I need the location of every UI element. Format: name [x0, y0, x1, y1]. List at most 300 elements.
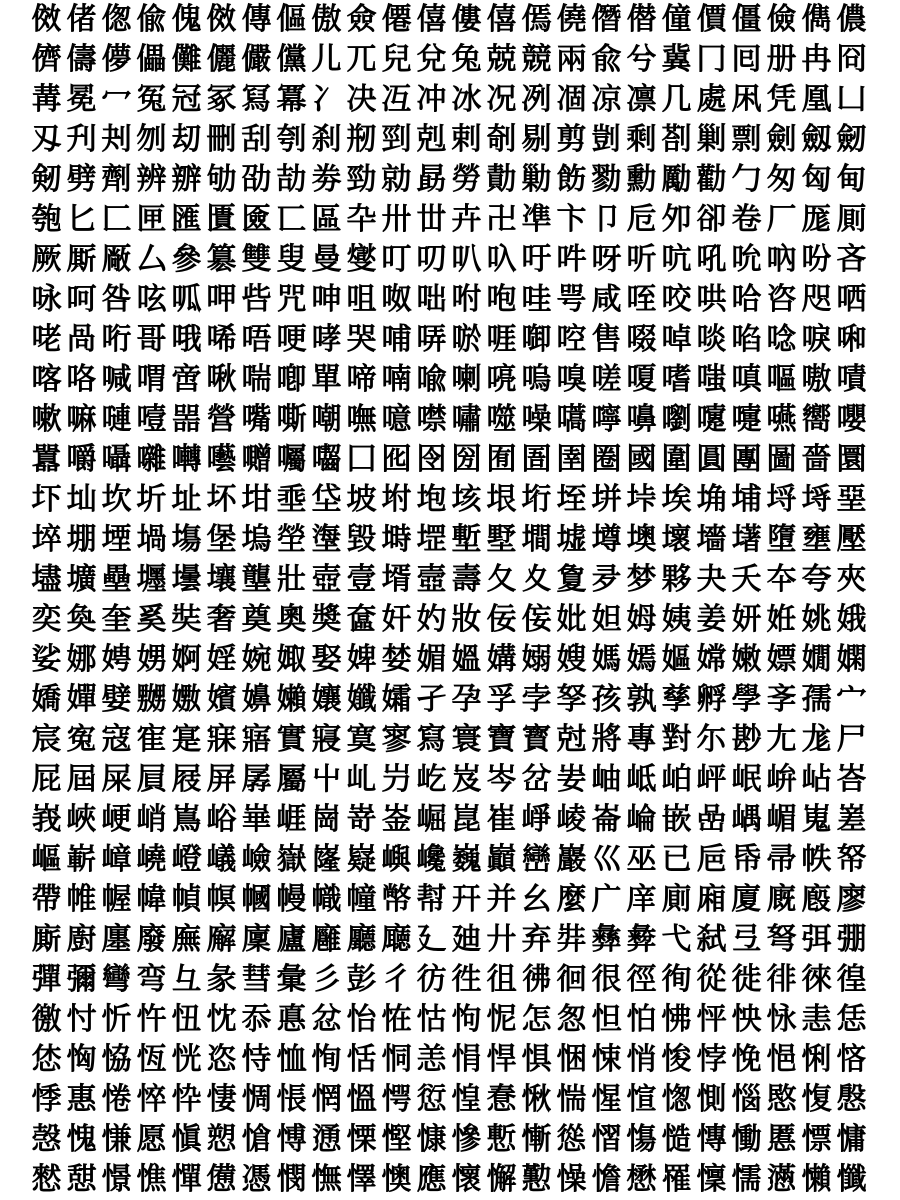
glyph-cell: 憖	[31, 1162, 62, 1197]
glyph-cell: 悧	[801, 1042, 832, 1077]
glyph-cell: 剌	[451, 122, 482, 157]
glyph-cell: 姜	[696, 602, 727, 637]
glyph-row	[29, 520, 869, 560]
glyph-cell: 呻	[311, 282, 342, 317]
glyph-row	[29, 760, 869, 800]
glyph-cell: 嘴	[241, 402, 272, 437]
glyph-cell: 冂	[696, 42, 727, 77]
glyph-cell: 忿	[311, 1002, 342, 1037]
glyph-cell: 凵	[836, 82, 867, 117]
glyph-cell: 惓	[101, 1082, 132, 1117]
glyph-cell: 剴	[591, 122, 622, 157]
glyph-cell: 嘔	[766, 362, 797, 397]
glyph-cell: 慯	[626, 1122, 657, 1157]
glyph-cell: 麼	[556, 882, 587, 917]
glyph-cell: 哺	[381, 322, 412, 357]
glyph-cell: 嬪	[206, 682, 237, 717]
glyph-cell: 惠	[66, 1082, 97, 1117]
glyph-cell: 憮	[311, 1162, 342, 1197]
glyph-cell: 幗	[241, 882, 272, 917]
glyph-cell: 偖	[66, 2, 97, 37]
glyph-cell: 懌	[346, 1162, 377, 1197]
glyph-cell: 勳	[626, 162, 657, 197]
glyph-cell: 壥	[136, 562, 167, 597]
glyph-cell: 几	[661, 82, 692, 117]
glyph-cell: 囎	[241, 442, 272, 477]
glyph-cell: 惱	[731, 1082, 762, 1117]
glyph-cell: 曼	[311, 242, 342, 277]
glyph-cell: 僥	[556, 2, 587, 37]
glyph-cell: 卩	[591, 202, 622, 237]
glyph-row	[29, 480, 869, 520]
glyph-cell: 忱	[206, 1002, 237, 1037]
glyph-cell: 壟	[241, 562, 272, 597]
glyph-cell: 彖	[206, 962, 237, 997]
glyph-cell: 垈	[311, 482, 342, 517]
glyph-cell: 刳	[276, 122, 307, 157]
glyph-cell: 咄	[416, 282, 447, 317]
glyph-cell: 冉	[801, 42, 832, 77]
glyph-cell: 兢	[486, 42, 517, 77]
glyph-cell: 愬	[206, 1122, 237, 1157]
glyph-cell: 嚼	[66, 442, 97, 477]
glyph-cell: 夊	[521, 562, 552, 597]
glyph-cell: 毀	[346, 522, 377, 557]
glyph-cell: 姚	[801, 602, 832, 637]
glyph-cell: 唳	[801, 322, 832, 357]
glyph-cell: 悁	[451, 1042, 482, 1077]
glyph-cell: 宸	[31, 722, 62, 757]
glyph-cell: 慵	[836, 1122, 867, 1157]
glyph-cell: 僣	[626, 2, 657, 37]
glyph-cell: 刹	[311, 122, 342, 157]
glyph-cell: 匕	[66, 202, 97, 237]
glyph-cell: 垰	[626, 482, 657, 517]
glyph-cell: 夂	[486, 562, 517, 597]
glyph-cell: 兀	[346, 42, 377, 77]
glyph-cell: 坩	[241, 482, 272, 517]
glyph-cell: 哈	[731, 282, 762, 317]
glyph-cell: 喀	[31, 362, 62, 397]
glyph-cell: 孰	[626, 682, 657, 717]
glyph-cell: 咯	[66, 362, 97, 397]
glyph-cell: 儿	[311, 42, 342, 77]
glyph-cell: 决	[346, 82, 377, 117]
glyph-cell: 懃	[521, 1162, 552, 1197]
glyph-cell: 夐	[556, 562, 587, 597]
glyph-cell: 垉	[416, 482, 447, 517]
glyph-cell: 實	[276, 722, 307, 757]
glyph-cell: 壯	[276, 562, 307, 597]
glyph-cell: 營	[206, 402, 237, 437]
glyph-cell: 悴	[136, 1082, 167, 1117]
glyph-cell: 恟	[66, 1042, 97, 1077]
glyph-cell: 崛	[416, 802, 447, 837]
glyph-cell: 唹	[451, 322, 482, 357]
glyph-cell: 广	[591, 882, 622, 917]
glyph-cell: 慇	[836, 1082, 867, 1117]
glyph-cell: 咒	[276, 282, 307, 317]
glyph-cell: 兔	[451, 42, 482, 77]
glyph-row	[29, 1080, 869, 1120]
glyph-cell: 冤	[136, 82, 167, 117]
glyph-cell: 厖	[801, 202, 832, 237]
glyph-row	[29, 600, 869, 640]
glyph-cell: 哦	[171, 322, 202, 357]
glyph-cell: 咀	[346, 282, 377, 317]
glyph-cell: 啅	[661, 322, 692, 357]
glyph-cell: 屓	[136, 762, 167, 797]
glyph-cell: 夘	[661, 202, 692, 237]
glyph-row	[29, 720, 869, 760]
glyph-cell: 吮	[731, 242, 762, 277]
glyph-cell: 匏	[31, 202, 62, 237]
glyph-cell: 峅	[766, 762, 797, 797]
glyph-cell: 埔	[731, 482, 762, 517]
glyph-cell: 偬	[101, 2, 132, 37]
glyph-cell: 惆	[241, 1082, 272, 1117]
glyph-cell: 很	[591, 962, 622, 997]
glyph-cell: 厮	[66, 242, 97, 277]
glyph-cell: 嗽	[31, 402, 62, 437]
glyph-cell: 冱	[381, 82, 412, 117]
glyph-cell: 將	[591, 722, 622, 757]
glyph-cell: 呷	[206, 282, 237, 317]
glyph-cell: 匣	[136, 202, 167, 237]
glyph-cell: 彝	[591, 922, 622, 957]
glyph-cell: 囹	[416, 442, 447, 477]
glyph-cell: 幵	[451, 882, 482, 917]
glyph-cell: 尨	[801, 722, 832, 757]
glyph-cell: 卮	[626, 202, 657, 237]
glyph-cell: 恫	[381, 1042, 412, 1077]
glyph-cell: 嬋	[66, 682, 97, 717]
glyph-cell: 梦	[626, 562, 657, 597]
glyph-cell: 垓	[451, 482, 482, 517]
glyph-cell: 寉	[136, 722, 167, 757]
glyph-cell: 喊	[101, 362, 132, 397]
glyph-cell: 價	[696, 2, 727, 37]
glyph-cell: 噎	[136, 402, 167, 437]
glyph-cell: 壺	[311, 562, 342, 597]
glyph-cell: 囁	[101, 442, 132, 477]
glyph-cell: 愆	[416, 1082, 447, 1117]
glyph-cell: 奢	[206, 602, 237, 637]
glyph-cell: 啣	[521, 322, 552, 357]
glyph-cell: 屹	[416, 762, 447, 797]
glyph-cell: 剿	[696, 122, 727, 157]
glyph-cell: 學	[731, 682, 762, 717]
glyph-cell: 巓	[486, 842, 517, 877]
glyph-cell: 奬	[311, 602, 342, 637]
glyph-cell: 嘸	[346, 402, 377, 437]
glyph-cell: 啌	[556, 322, 587, 357]
glyph-cell: 傴	[276, 2, 307, 37]
glyph-cell: 廈	[731, 882, 762, 917]
glyph-cell: 廐	[766, 882, 797, 917]
glyph-cell: 劍	[766, 122, 797, 157]
glyph-row	[29, 280, 869, 320]
glyph-cell: 尓	[696, 722, 727, 757]
glyph-cell: 罹	[661, 1162, 692, 1197]
glyph-cell: 冓	[31, 82, 62, 117]
glyph-cell: 卻	[696, 202, 727, 237]
glyph-cell: 冩	[241, 82, 272, 117]
glyph-cell: 忻	[101, 1002, 132, 1037]
glyph-cell: 悒	[766, 1042, 797, 1077]
glyph-cell: 墸	[731, 522, 762, 557]
glyph-cell: 嶮	[241, 842, 272, 877]
glyph-cell: 懣	[766, 1162, 797, 1197]
glyph-cell: 劼	[276, 162, 307, 197]
glyph-cell: 吼	[696, 242, 727, 277]
glyph-cell: 僵	[731, 2, 762, 37]
glyph-cell: 嚏	[731, 402, 762, 437]
glyph-cell: 娶	[311, 642, 342, 677]
glyph-cell: 恣	[206, 1042, 237, 1077]
glyph-cell: 彭	[346, 962, 377, 997]
glyph-cell: 岫	[591, 762, 622, 797]
glyph-cell: 燮	[346, 242, 377, 277]
glyph-cell: 憚	[171, 1162, 202, 1197]
glyph-row	[29, 560, 869, 600]
glyph-cell: 冏	[836, 42, 867, 77]
glyph-cell: 慘	[451, 1122, 482, 1157]
glyph-cell: 憬	[101, 1162, 132, 1197]
glyph-cell: 悗	[731, 1042, 762, 1077]
glyph-cell: 寤	[241, 722, 272, 757]
glyph-cell: 冰	[451, 82, 482, 117]
glyph-cell: 卆	[346, 202, 377, 237]
glyph-cell: 兒	[381, 42, 412, 77]
glyph-cell: 娥	[836, 602, 867, 637]
glyph-cell: 峩	[31, 802, 62, 837]
glyph-cell: 巵	[696, 842, 727, 877]
glyph-cell: 嗤	[696, 362, 727, 397]
glyph-cell: 塋	[276, 522, 307, 557]
glyph-cell: 巛	[591, 842, 622, 877]
glyph-cell: 弭	[801, 922, 832, 957]
glyph-cell: 峇	[836, 762, 867, 797]
glyph-cell: 岑	[486, 762, 517, 797]
glyph-cell: 從	[696, 962, 727, 997]
glyph-row	[29, 400, 869, 440]
glyph-cell: 咼	[66, 322, 97, 357]
glyph-cell: 弉	[556, 922, 587, 957]
glyph-cell: 勁	[346, 162, 377, 197]
glyph-cell: 匱	[206, 202, 237, 237]
glyph-cell: 圉	[556, 442, 587, 477]
glyph-cell: 悋	[836, 1042, 867, 1077]
glyph-cell: 嶼	[381, 842, 412, 877]
glyph-cell: 喩	[416, 362, 447, 397]
glyph-cell: 冽	[521, 82, 552, 117]
glyph-cell: 怡	[346, 1002, 377, 1037]
glyph-cell: 娜	[66, 642, 97, 677]
glyph-cell: 奩	[346, 602, 377, 637]
glyph-cell: 媚	[416, 642, 447, 677]
glyph-cell: 囈	[206, 442, 237, 477]
glyph-cell: 雙	[241, 242, 272, 277]
glyph-cell: 哄	[696, 282, 727, 317]
glyph-cell: 吶	[766, 242, 797, 277]
glyph-cell: 囀	[171, 442, 202, 477]
glyph-cell: 嶽	[276, 842, 307, 877]
glyph-cell: 丗	[416, 202, 447, 237]
glyph-cell: 墺	[626, 522, 657, 557]
glyph-cell: 囓	[311, 442, 342, 477]
glyph-cell: 廴	[416, 922, 447, 957]
glyph-cell: 嚔	[696, 402, 727, 437]
glyph-cell: 剄	[381, 122, 412, 157]
glyph-cell: 廨	[206, 922, 237, 957]
glyph-cell: 怺	[766, 1002, 797, 1037]
glyph-cell: 奠	[241, 602, 272, 637]
glyph-cell: 囃	[136, 442, 167, 477]
glyph-cell: 勣	[486, 162, 517, 197]
glyph-cell: 幄	[101, 882, 132, 917]
glyph-cell: 寫	[416, 722, 447, 757]
glyph-cell: 叮	[381, 242, 412, 277]
glyph-cell: 劑	[101, 162, 132, 197]
glyph-cell: 僂	[451, 2, 482, 37]
glyph-cell: 慟	[731, 1122, 762, 1157]
glyph-cell: 僖	[486, 2, 517, 37]
glyph-cell: 刄	[31, 122, 62, 157]
glyph-cell: 崔	[486, 802, 517, 837]
glyph-cell: 嵳	[836, 802, 867, 837]
glyph-cell: 辧	[171, 162, 202, 197]
glyph-cell: 幃	[136, 882, 167, 917]
glyph-cell: 噐	[171, 402, 202, 437]
glyph-cell: 弃	[521, 922, 552, 957]
glyph-cell: 噤	[416, 402, 447, 437]
glyph-cell: 堝	[136, 522, 167, 557]
glyph-cell: 慄	[346, 1122, 377, 1157]
glyph-cell: 惺	[591, 1082, 622, 1117]
glyph-cell: 喞	[276, 362, 307, 397]
glyph-cell: 嵎	[731, 802, 762, 837]
glyph-cell: 嚮	[801, 402, 832, 437]
glyph-cell: 嫦	[696, 642, 727, 677]
glyph-cell: 庠	[626, 882, 657, 917]
glyph-cell: 冀	[661, 42, 692, 77]
glyph-cell: 圓	[696, 442, 727, 477]
glyph-cell: 弋	[661, 922, 692, 957]
glyph-cell: 嬶	[241, 682, 272, 717]
glyph-cell: 婪	[381, 642, 412, 677]
glyph-cell: 勠	[591, 162, 622, 197]
glyph-cell: 奐	[66, 602, 97, 637]
glyph-cell: 哘	[101, 322, 132, 357]
glyph-cell: 咎	[101, 282, 132, 317]
glyph-cell: 劵	[311, 162, 342, 197]
glyph-cell: 壤	[206, 562, 237, 597]
glyph-cell: 廖	[836, 882, 867, 917]
glyph-cell: 怐	[451, 1002, 482, 1037]
glyph-cell: 圍	[661, 442, 692, 477]
glyph-cell: 寰	[451, 722, 482, 757]
glyph-cell: 坿	[381, 482, 412, 517]
glyph-cell: 悄	[626, 1042, 657, 1077]
glyph-cell: 剞	[486, 122, 517, 157]
glyph-cell: 厰	[101, 242, 132, 277]
glyph-cell: 吽	[556, 242, 587, 277]
glyph-cell: 嫂	[556, 642, 587, 677]
glyph-cell: 刪	[206, 122, 237, 157]
glyph-cell: 埃	[661, 482, 692, 517]
glyph-cell: 恚	[801, 1002, 832, 1037]
glyph-cell: 彷	[416, 962, 447, 997]
glyph-cell: 參	[171, 242, 202, 277]
glyph-row	[29, 640, 869, 680]
glyph-cell: 囿	[486, 442, 517, 477]
glyph-cell: 址	[171, 482, 202, 517]
glyph-cell: 廳	[346, 922, 377, 957]
glyph-cell: 吁	[521, 242, 552, 277]
glyph-cell: 壞	[661, 522, 692, 557]
glyph-cell: 听	[626, 242, 657, 277]
glyph-cell: 堡	[206, 522, 237, 557]
glyph-cell: 弑	[696, 922, 727, 957]
glyph-cell: 勸	[696, 162, 727, 197]
glyph-cell: 壻	[381, 562, 412, 597]
glyph-cell: 懋	[626, 1162, 657, 1197]
glyph-cell: 叺	[486, 242, 517, 277]
glyph-cell: 悚	[591, 1042, 622, 1077]
glyph-cell: 岾	[801, 762, 832, 797]
glyph-cell: 悛	[661, 1042, 692, 1077]
glyph-cell: 刮	[241, 122, 272, 157]
glyph-cell: 婀	[171, 642, 202, 677]
glyph-row	[29, 680, 869, 720]
glyph-cell: 唔	[241, 322, 272, 357]
glyph-cell: 簒	[206, 242, 237, 277]
glyph-cell: 呀	[591, 242, 622, 277]
glyph-cell: 忤	[136, 1002, 167, 1037]
glyph-row	[29, 1040, 869, 1080]
glyph-cell: 坡	[346, 482, 377, 517]
glyph-cell: 傿	[521, 2, 552, 37]
glyph-cell: 峽	[66, 802, 97, 837]
glyph-cell: 崢	[521, 802, 552, 837]
glyph-cell: 堙	[101, 522, 132, 557]
glyph-cell: 妍	[731, 602, 762, 637]
glyph-cell: 懦	[731, 1162, 762, 1197]
glyph-cell: 懈	[486, 1162, 517, 1197]
glyph-cell: 冕	[66, 82, 97, 117]
glyph-cell: 孕	[451, 682, 482, 717]
glyph-cell: 兌	[416, 42, 447, 77]
glyph-cell: 售	[591, 322, 622, 357]
glyph-cell: 婉	[241, 642, 272, 677]
glyph-cell: 咏	[31, 282, 62, 317]
glyph-cell: 孺	[801, 682, 832, 717]
glyph-cell: 愽	[276, 1122, 307, 1157]
glyph-cell: 冪	[276, 82, 307, 117]
glyph-cell: 恊	[101, 1042, 132, 1077]
glyph-cell: 岔	[521, 762, 552, 797]
glyph-cell: 愧	[66, 1122, 97, 1157]
glyph-cell: 愴	[241, 1122, 272, 1157]
glyph-cell: 對	[661, 722, 692, 757]
glyph-cell: 屶	[381, 762, 412, 797]
glyph-cell: 幟	[311, 882, 342, 917]
glyph-cell: 墻	[696, 522, 727, 557]
glyph-cell: 圄	[521, 442, 552, 477]
glyph-cell: 怛	[591, 1002, 622, 1037]
glyph-cell: 呟	[136, 282, 167, 317]
